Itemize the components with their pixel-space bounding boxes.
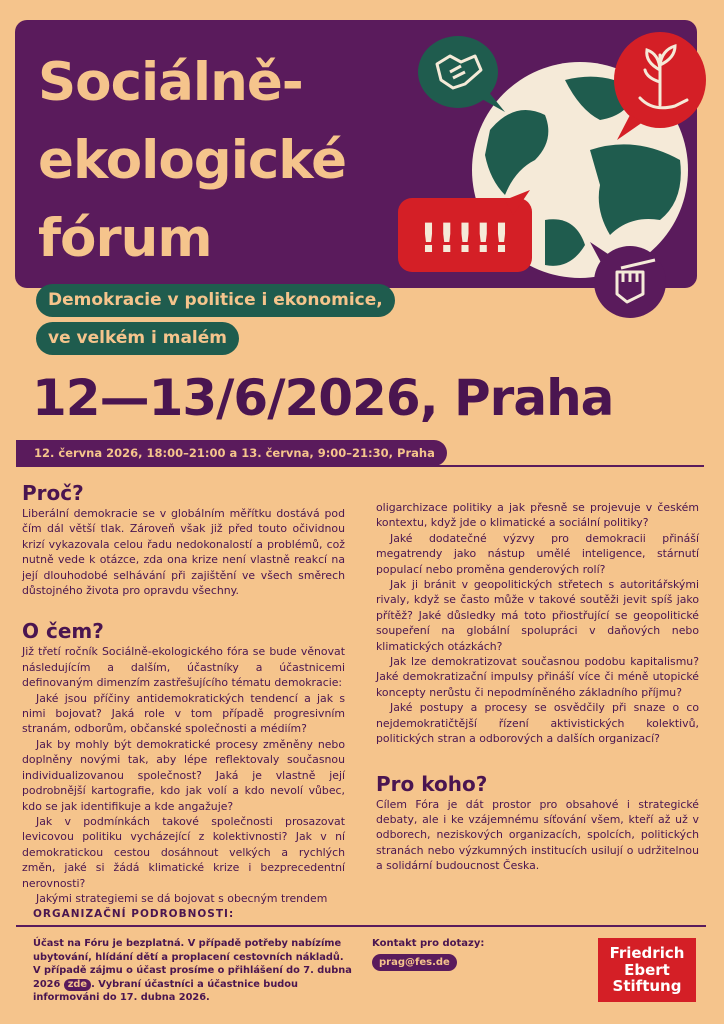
exclaim-bubble bbox=[398, 190, 532, 272]
left-column bbox=[22, 480, 345, 906]
date-heading: 12—13/6/2026, Praha bbox=[32, 369, 614, 427]
about-question: Jaké jsou příčiny antidemokratických tendencí a jak s nimi bojovat? Jaká role v tom případě progresivním stranám, odborům, občanské společnosti a médiím? bbox=[22, 691, 345, 736]
contact-label: Kontakt pro dotazy: bbox=[372, 938, 485, 949]
about-question: Jak v podmínkách takové společnosti prosazovat levicovou politiku vycházející z kolektivnosti? Jak v ní demokratickou cestou dosáhnout velkých a rychlých změn, jaké si žádá klimatické krize i bezprecedentní nerovnosti? bbox=[22, 814, 345, 890]
organization-divider bbox=[16, 925, 706, 927]
organization-details bbox=[33, 937, 353, 1005]
about-question: Jaké dodatečné výzvy pro demokracii přináší megatrendy jako nástup umělé inteligence, stárnutí populací nebo proměna genderových rolí? bbox=[376, 531, 699, 576]
globe-illustration bbox=[395, 20, 724, 320]
about-question: oligarchizace politiky a jak přesně se projevuje v českém kontextu, když jde o klimatické a sociální politiky? bbox=[376, 501, 699, 530]
plant-bubble bbox=[614, 32, 706, 140]
about-intro: Již třetí ročník Sociálně-ekologického fóra se bude věnovat následujícím a dalším, účastníky a účastnicemi definovaným dimenzím zastřešujícího tématu demokracie: bbox=[22, 645, 345, 690]
for-whom-paragraph: Cílem Fóra je dát prostor pro obsahové i strategické debaty, ale i ke vzájemnému síťování všem, kteří až už v odborech, neziskových organizacích, spolcích, politických stranách nebo výzkumných institucích usilují o udržitelnou a solidární budoucnost Česka. bbox=[376, 797, 699, 873]
event-title bbox=[38, 44, 346, 278]
date-bar bbox=[16, 440, 704, 466]
about-question: Jak lze demokratizovat současnou podobu kapitalismu? Jaké demokratizační impulsy přináší více či méně utopické koncepty nerůstu či nepodmíněného základního příjmu? bbox=[376, 655, 699, 699]
logo-line-3: Stiftung bbox=[612, 977, 682, 995]
organization-label: ORGANIZAČNÍ PODROBNOSTI: bbox=[33, 908, 235, 920]
exclaim-text: !!!!! bbox=[419, 216, 511, 262]
fes-logo bbox=[598, 938, 696, 1002]
spacer bbox=[376, 747, 699, 771]
title-line-3: fórum bbox=[38, 208, 212, 269]
organization-text-after: . Vybraní účastníci a účastnice budou informováni do 17. dubna 2026. bbox=[33, 978, 299, 1004]
for-whom-heading: Pro koho? bbox=[376, 771, 488, 796]
about-question: Jaké postupy a procesy se osvědčily při snaze o co nejdemokratičtější řízení aktivistických kolektivů, politických stran a odborových a dalších organizací? bbox=[376, 701, 699, 746]
about-question: Jak ji bránit v geopolitických střetech s autoritářskými rivaly, když se často může v takové soutěži jevit spíš jako přítěž? Jaké důsledky má toto přiostřující se geopolitické soupeření na globální spolupráci v daňových nebo klimatických otázkách? bbox=[376, 578, 699, 653]
subtitle-line-1: Demokracie v politice i ekonomice, bbox=[36, 284, 395, 317]
contact-email-link[interactable]: prag@fes.de bbox=[372, 954, 457, 971]
subtitle-line-2: ve velkém i malém bbox=[36, 322, 239, 355]
about-question: Jak by mohly být demokratické procesy změněny nebo doplněny novými tak, aby lépe reflektovaly současnou individualizovanou společnost? Jaká je vlastně její podrobnější kartografie, kdo jak volí a kdo nevolí vůbec, kdo se jak identifikuje a kde angažuje? bbox=[22, 737, 345, 813]
organization-text-before: Účast na Fóru je bezplatná. V případě potřeby nabízíme ubytování, hlídání dětí a proplacení cestovních nákladů. V případě zájmu o účast prosíme o přihlášení do 7. dubna 2026 bbox=[33, 938, 352, 990]
contact-block bbox=[372, 937, 532, 971]
title-line-1: Sociálně- bbox=[38, 52, 303, 113]
why-paragraph: Liberální demokracie se v globálním měřítku dostává pod čím dál větší tlak. Zároveň však již před touto očividnou krizí vykazovala celou řadu nedokonalostí a problémů, což nutně vede k otázce, zda ona krize není vlastně reakcí na její dlouhodobé selhávání při zajištění ve všech směrech důstojného života pro opravdu všechny. bbox=[22, 507, 345, 598]
about-question: Jakými strategiemi se dá bojovat s obecným trendem bbox=[36, 891, 328, 905]
about-heading: O čem? bbox=[22, 619, 104, 644]
date-detail: 12. června 2026, 18:00–21:00 a 13. června, 9:00–21:30, Praha bbox=[16, 440, 447, 466]
registration-link[interactable]: zde bbox=[64, 979, 91, 991]
spacer bbox=[22, 598, 345, 618]
right-column bbox=[376, 500, 699, 874]
handshake-bubble bbox=[418, 36, 505, 112]
why-heading: Proč? bbox=[22, 481, 84, 505]
fist-bubble bbox=[590, 242, 666, 318]
title-line-2: ekologické bbox=[38, 130, 347, 191]
logo-line-1: Friedrich bbox=[609, 944, 685, 962]
logo-line-2: Ebert bbox=[624, 960, 670, 979]
